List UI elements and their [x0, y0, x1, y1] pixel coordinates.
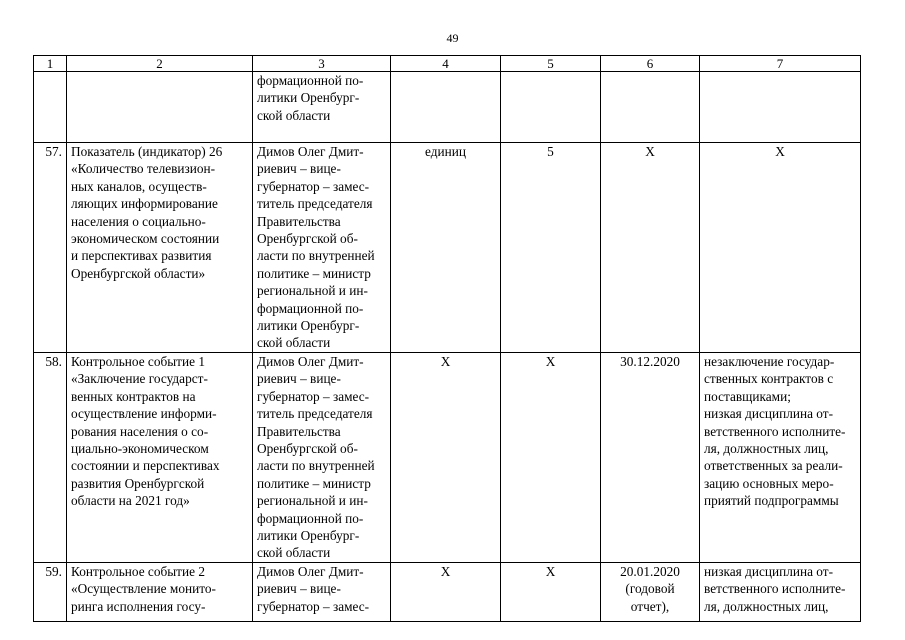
row-risk-line: приятий подпрограммы	[704, 493, 839, 509]
row-deadline-line: (годовой	[625, 581, 675, 597]
table-row	[34, 352, 861, 562]
header-col-2: 2	[67, 56, 253, 72]
row-value-cell: 5	[501, 143, 601, 353]
row-name-line: Контрольное событие 1	[71, 353, 205, 369]
row-risk-cell	[700, 352, 861, 562]
row-responsible-line: риевич – вице-	[257, 581, 341, 597]
header-col-3: 3	[253, 56, 391, 72]
row-name-line: развития Оренбургской	[71, 475, 205, 491]
row-name-line: ных каналов, осуществ-	[71, 178, 207, 194]
row-name-line: экономическом состоянии	[71, 231, 220, 247]
cont-responsible-line: литики Оренбург-	[257, 90, 360, 106]
row-name-cell	[67, 352, 253, 562]
row-name-line: Контрольное событие 2	[71, 563, 205, 579]
row-name-line: «Заключение государст-	[71, 371, 208, 387]
row-responsible-line: ласти по внутренней	[257, 458, 375, 474]
document-table	[33, 55, 861, 622]
table-row	[34, 562, 861, 621]
cont-responsible-line: формационной по-	[257, 73, 364, 88]
row-responsible-line: Оренбургской об-	[257, 231, 358, 247]
row-responsible-line: губернатор – замес-	[257, 388, 370, 404]
row-responsible-line: Димов Олег Дмит-	[257, 563, 364, 579]
row-risk-line: низкая дисциплина от-	[704, 563, 834, 579]
row-responsible-line: региональной и ин-	[257, 493, 368, 509]
cont-col5-cell	[501, 72, 601, 143]
row-risk-line: зацию основных меро-	[704, 475, 834, 491]
continuation-row	[34, 72, 861, 143]
row-responsible-line: политике – министр	[257, 265, 371, 281]
row-risk-cell	[700, 562, 861, 621]
row-number-cell: 59.	[34, 562, 67, 621]
row-name-line: ринга исполнения госу-	[71, 598, 206, 614]
row-responsible-line: риевич – вице-	[257, 371, 341, 387]
row-deadline-cell	[601, 562, 700, 621]
cont-responsible-cell	[253, 72, 391, 143]
row-value-cell: X	[501, 562, 601, 621]
row-risk-line: ветственного исполните-	[704, 423, 846, 439]
table-row	[34, 143, 861, 353]
cont-num-cell	[34, 72, 67, 143]
row-risk-line: поставщиками;	[704, 388, 791, 404]
row-name-line: «Количество телевизион-	[71, 161, 216, 177]
row-responsible-line: Оренбургской об-	[257, 440, 358, 456]
row-responsible-line: титель председателя	[257, 406, 373, 422]
row-responsible-line: Правительства	[257, 213, 341, 229]
cont-col6-cell	[601, 72, 700, 143]
row-risk-line: X	[775, 144, 785, 159]
row-number-cell: 57.	[34, 143, 67, 353]
row-responsible-line: губернатор – замес-	[257, 598, 370, 614]
row-responsible-line: Димов Олег Дмит-	[257, 144, 364, 159]
row-responsible-cell	[253, 352, 391, 562]
row-name-line: венных контрактов на	[71, 388, 196, 404]
row-responsible-line: Димов Олег Дмит-	[257, 353, 364, 369]
row-name-line: Оренбургской области»	[71, 265, 206, 281]
row-risk-line: ответственных за реали-	[704, 458, 843, 474]
row-number-cell: 58.	[34, 352, 67, 562]
row-value-cell: X	[501, 352, 601, 562]
header-col-4: 4	[391, 56, 501, 72]
header-col-7: 7	[700, 56, 861, 72]
header-row	[34, 56, 861, 72]
row-responsible-cell	[253, 143, 391, 353]
row-name-line: «Осуществление монито-	[71, 581, 216, 597]
header-col-1: 1	[34, 56, 67, 72]
cont-col7-cell	[700, 72, 861, 143]
row-name-line: области на 2021 год»	[71, 493, 190, 509]
row-risk-line: низкая дисциплина от-	[704, 406, 834, 422]
row-responsible-line: литики Оренбург-	[257, 318, 360, 334]
row-responsible-line: Правительства	[257, 423, 341, 439]
cont-name-cell	[67, 72, 253, 143]
row-name-line: Показатель (индикатор) 26	[71, 144, 223, 159]
header-col-5: 5	[501, 56, 601, 72]
row-risk-line: ля, должностных лиц,	[704, 440, 829, 456]
row-responsible-line: риевич – вице-	[257, 161, 341, 177]
row-deadline-line: отчет),	[630, 598, 670, 614]
row-unit-cell: единиц	[391, 143, 501, 353]
row-name-line: и перспективах развития	[71, 248, 212, 264]
row-deadline-line: 20.01.2020	[620, 563, 680, 579]
row-name-cell	[67, 143, 253, 353]
row-deadline-line: X	[645, 144, 655, 159]
row-name-line: циально-экономическом	[71, 440, 209, 456]
page-number: 49	[446, 31, 459, 45]
row-responsible-line: ласти по внутренней	[257, 248, 375, 264]
row-risk-line: незаключение государ-	[704, 353, 835, 369]
row-responsible-line: формационной по-	[257, 300, 364, 316]
cont-responsible-line: ской области	[257, 107, 331, 123]
row-risk-line: ля, должностных лиц,	[704, 598, 829, 614]
row-deadline-cell	[601, 143, 700, 353]
row-risk-line: ственных контрактов с	[704, 371, 834, 387]
row-responsible-line: региональной и ин-	[257, 283, 368, 299]
row-name-line: населения о социально-	[71, 213, 206, 229]
row-responsible-line: литики Оренбург-	[257, 527, 360, 543]
row-unit-cell: X	[391, 562, 501, 621]
row-risk-line: ветственного исполните-	[704, 581, 846, 597]
row-risk-cell	[700, 143, 861, 353]
row-name-line: состоянии и перспективах	[71, 458, 220, 474]
row-responsible-line: формационной по-	[257, 510, 364, 526]
header-col-6: 6	[601, 56, 700, 72]
cont-col4-cell	[391, 72, 501, 143]
row-responsible-line: ской области	[257, 335, 331, 351]
row-responsible-line: титель председателя	[257, 196, 373, 212]
row-name-line: рования населения о со-	[71, 423, 209, 439]
row-deadline-line: 30.12.2020	[620, 353, 680, 369]
row-deadline-cell	[601, 352, 700, 562]
row-name-line: ляющих информирование	[71, 196, 218, 212]
row-unit-cell: X	[391, 352, 501, 562]
row-responsible-cell	[253, 562, 391, 621]
row-responsible-line: губернатор – замес-	[257, 178, 370, 194]
row-name-line: осуществление информи-	[71, 406, 217, 422]
row-responsible-line: политике – министр	[257, 475, 371, 491]
row-name-cell	[67, 562, 253, 621]
row-responsible-line: ской области	[257, 545, 331, 561]
